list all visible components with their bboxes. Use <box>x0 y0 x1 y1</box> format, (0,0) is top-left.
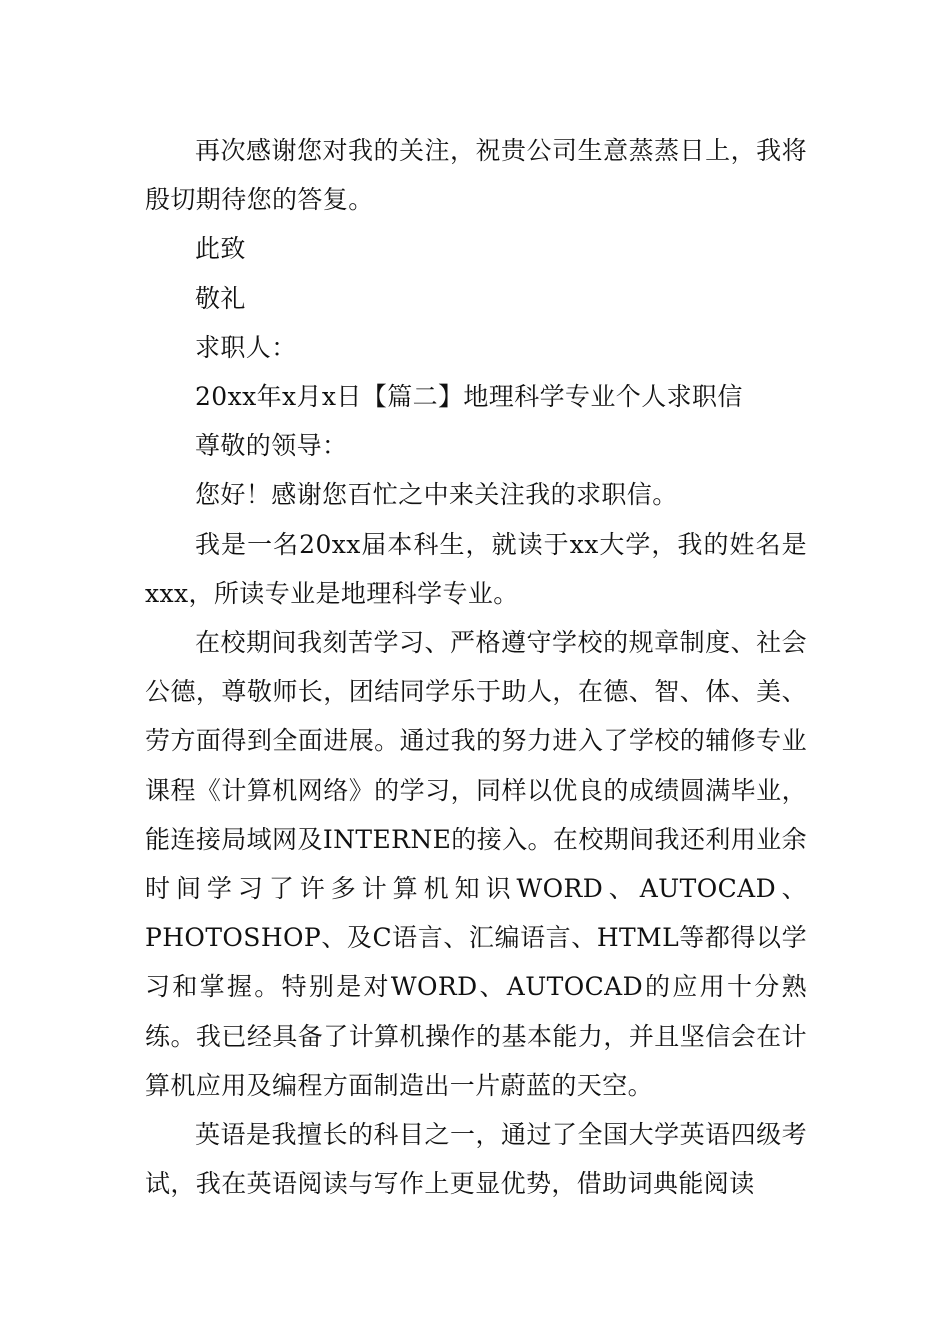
english-skills-paragraph: 英语是我擅长的科目之一，通过了全国大学英语四级考试，我在英语阅读与写作上更显优势，借助词典能阅读 <box>145 1120 807 1199</box>
opening-line: 您好！感谢您百忙之中来关注我的求职信。 <box>195 480 678 510</box>
greeting-line: 尊敬的领导： <box>195 431 348 461</box>
introduction-paragraph: 我是一名20xx届本科生，就读于xx大学，我的姓名是xxx，所读专业是地理科学专业。 <box>145 529 807 608</box>
date-and-section-title: 20xx年x月x日【篇二】地理科学专业个人求职信 <box>195 382 743 412</box>
closing-paragraph: 再次感谢您对我的关注，祝贵公司生意蒸蒸日上，我将殷切期待您的答复。 <box>145 136 807 215</box>
signature-label: 求职人： <box>195 332 297 362</box>
salutation-cizhi: 此致 <box>195 234 246 264</box>
school-experience-paragraph: 在校期间我刻苦学习、严格遵守学校的规章制度、社会公德，尊敬师长，团结同学乐于助人，在德、智、体、美、劳方面得到全面进展。通过我的努力进入了学校的辅修专业课程《计算机网络》的学习，同样以优良的成绩圆满毕业，能连接局域网及INTERNE的接入。在校期间我还利用业余时间学习了许多计算机知识WORD、AUTOCAD、PHOTOSHOP、及C语言、汇编语言、HTML等都得以学习和掌握。特别是对WORD、AUTOCAD的应用十分熟练。我已经具备了计算机操作的基本能力，并且坚信会在计算机应用及编程方面制造出一片蔚蓝的天空。 <box>145 628 807 1100</box>
salutation-jingli: 敬礼 <box>195 283 246 313</box>
letter-body <box>145 126 807 1208</box>
